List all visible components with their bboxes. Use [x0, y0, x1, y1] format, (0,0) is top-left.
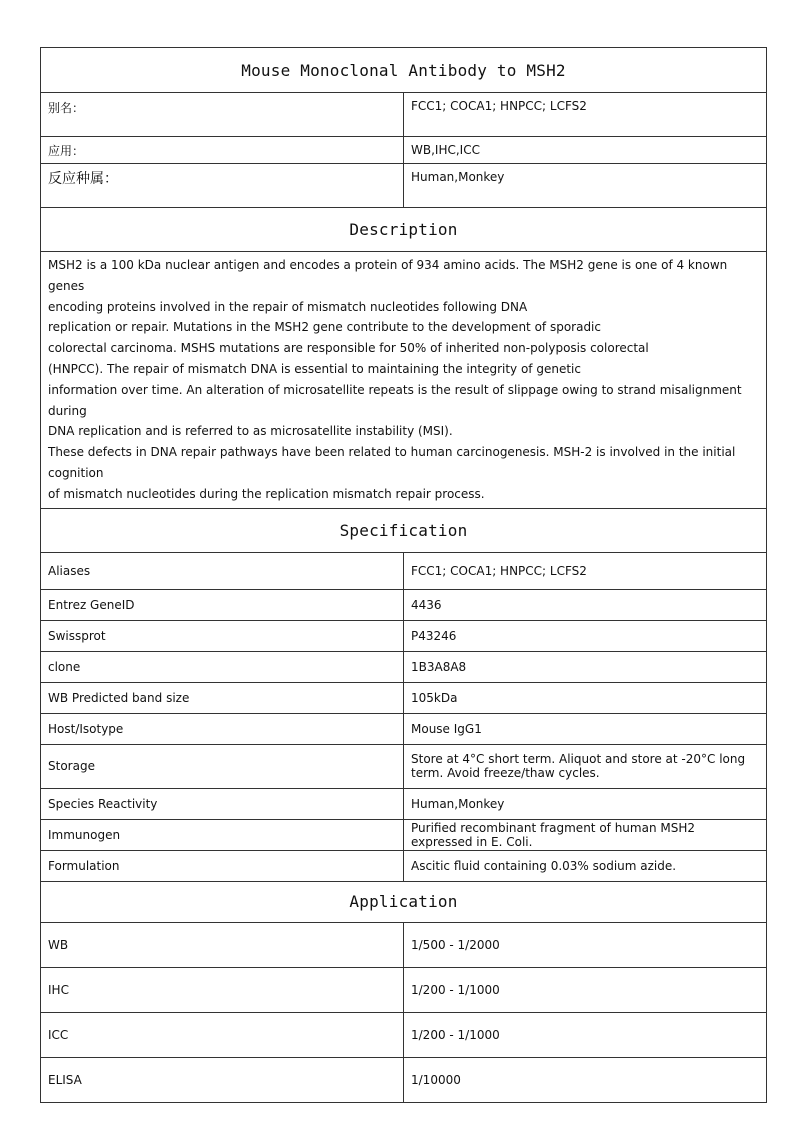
spec-row	[41, 819, 767, 850]
spec-label: clone	[41, 651, 404, 682]
application-row	[41, 1012, 767, 1057]
application-method: ELISA	[41, 1057, 404, 1102]
specification-heading: Specification	[41, 508, 767, 552]
reactivity-row	[41, 164, 767, 208]
spec-label: Swissprot	[41, 620, 404, 651]
spec-row	[41, 744, 767, 788]
application-row	[41, 1057, 767, 1102]
specification-heading-row	[41, 508, 767, 552]
spec-row	[41, 552, 767, 589]
spec-value: Mouse IgG1	[404, 713, 767, 744]
application-dilution: 1/200 - 1/1000	[404, 1012, 767, 1057]
application-heading: Application	[41, 881, 767, 922]
spec-label: WB Predicted band size	[41, 682, 404, 713]
application-method: ICC	[41, 1012, 404, 1057]
description-line: MSH2 is a 100 kDa nuclear antigen and encodes a protein of 934 amino acids. The MSH2 gene is one of 4 known genes	[48, 258, 728, 293]
spec-value: Human,Monkey	[404, 788, 767, 819]
application-dilution: 1/10000	[404, 1057, 767, 1102]
spec-row	[41, 850, 767, 881]
description-row	[41, 252, 767, 509]
spec-value: FCC1; COCA1; HNPCC; LCFS2	[404, 552, 767, 589]
application-heading-row	[41, 881, 767, 922]
description-line: replication or repair. Mutations in the MSH2 gene contribute to the development of sporadic	[48, 320, 601, 335]
spec-row	[41, 589, 767, 620]
description-heading-row	[41, 208, 767, 252]
spec-label: Species Reactivity	[41, 788, 404, 819]
spec-value: 1B3A8A8	[404, 651, 767, 682]
description-line: (HNPCC). The repair of mismatch DNA is essential to maintaining the integrity of genetic	[48, 361, 581, 376]
description-text	[41, 252, 767, 509]
spec-label: Entrez GeneID	[41, 589, 404, 620]
application-method: WB	[41, 922, 404, 967]
description-line: encoding proteins involved in the repair of mismatch nucleotides following DNA	[48, 299, 528, 314]
application-summary-row	[41, 137, 767, 164]
description-line: DNA replication and is referred to as microsatellite instability (MSI).	[48, 424, 453, 439]
spec-row	[41, 651, 767, 682]
alias-value: FCC1; COCA1; HNPCC; LCFS2	[404, 93, 767, 137]
spec-row	[41, 788, 767, 819]
application-dilution: 1/200 - 1/1000	[404, 967, 767, 1012]
alias-label: 别名：	[41, 93, 404, 137]
spec-value: 105kDa	[404, 682, 767, 713]
application-row	[41, 967, 767, 1012]
spec-value: Ascitic fluid containing 0.03% sodium azide.	[404, 850, 767, 881]
description-heading: Description	[41, 208, 767, 252]
description-line: These defects in DNA repair pathways have been related to human carcinogenesis. MSH-2 is involved in the initial cognition	[48, 445, 736, 480]
spec-label: Formulation	[41, 850, 404, 881]
application-dilution: 1/500 - 1/2000	[404, 922, 767, 967]
application-method: IHC	[41, 967, 404, 1012]
page-title: Mouse Monoclonal Antibody to MSH2	[41, 48, 767, 93]
datasheet-table	[40, 47, 767, 1103]
reactivity-value: Human,Monkey	[404, 164, 767, 208]
spec-value: P43246	[404, 620, 767, 651]
spec-row	[41, 682, 767, 713]
application-label: 应用：	[41, 137, 404, 164]
spec-row	[41, 620, 767, 651]
application-value: WB,IHC,ICC	[404, 137, 767, 164]
description-line: information over time. An alteration of microsatellite repeats is the result of slippage owing to strand misalignment during	[48, 382, 742, 418]
description-line: colorectal carcinoma. MSHS mutations are responsible for 50% of inherited non-polyposis colorectal	[48, 341, 649, 356]
title-row	[41, 48, 767, 93]
spec-label: Host/Isotype	[41, 713, 404, 744]
spec-label: Immunogen	[41, 819, 404, 850]
spec-value: Purified recombinant fragment of human MSH2 expressed in E. Coli.	[404, 819, 767, 850]
reactivity-label: 反应种属：	[41, 164, 404, 208]
spec-value: Store at 4°C short term. Aliquot and store at -20°C long term. Avoid freeze/thaw cycles.	[404, 744, 767, 788]
spec-row	[41, 713, 767, 744]
datasheet	[40, 47, 767, 1103]
alias-row	[41, 93, 767, 137]
application-row	[41, 922, 767, 967]
spec-label: Aliases	[41, 552, 404, 589]
spec-label: Storage	[41, 744, 404, 788]
description-line: of mismatch nucleotides during the replication mismatch repair process.	[48, 486, 485, 501]
spec-value: 4436	[404, 589, 767, 620]
